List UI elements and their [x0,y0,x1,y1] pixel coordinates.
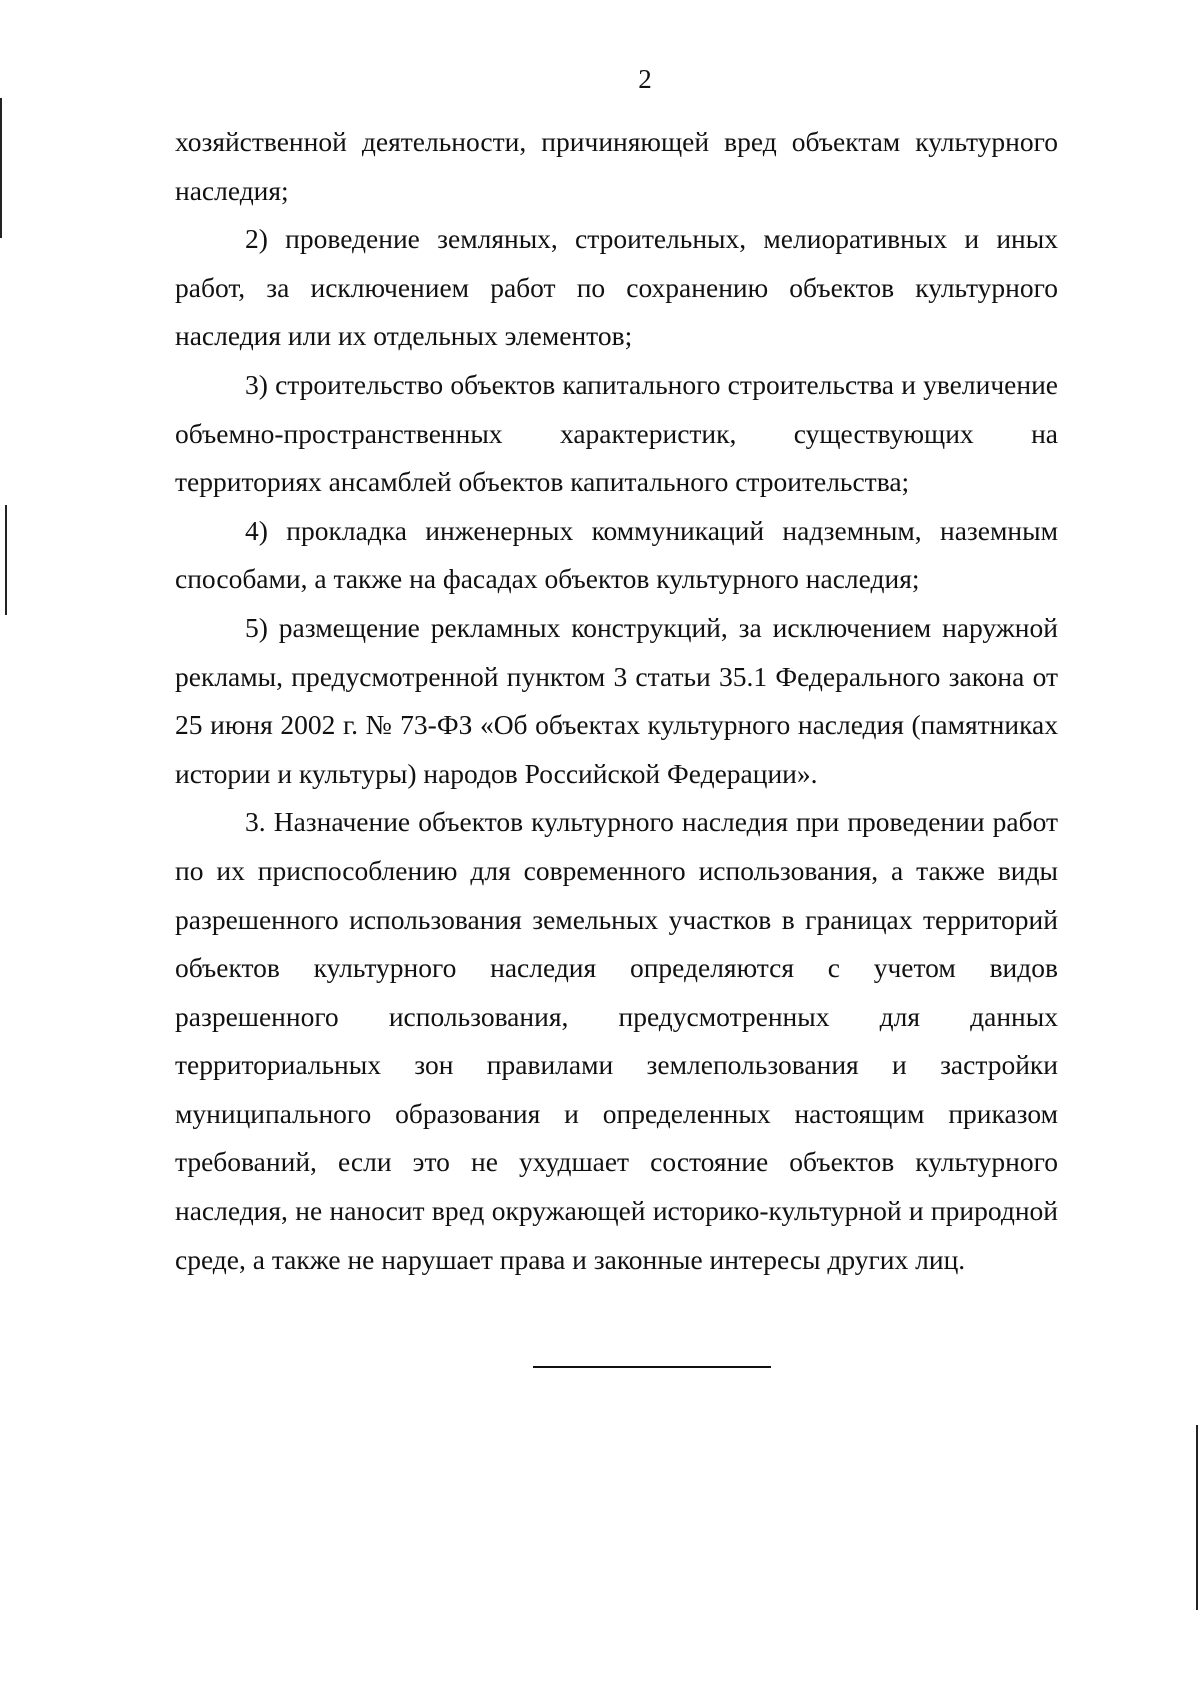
end-of-document-rule [533,1366,771,1368]
list-item-4: 4) прокладка инженерных коммуникаций надземным, наземным способами, а также на фасадах объектов культурного наследия; [175,514,1058,595]
clause-3-paragraph: 3. Назначение объектов культурного наследия при проведении работ по их приспособлению для современного использования, а также виды разрешенного использования земельных участков в границах территорий объектов культурного наследия определяются с учетом видов разрешенного использования, предусмотренных для данных территориальных зон правилами землепользования и застройки муниципального образования и определенных настоящим приказом требований, если это не ухудшает состояние объектов культурного наследия, не наносит вред окружающей историко-культурной и природной среде, а также не нарушает права и законные интересы других лиц. [175,806,1058,1275]
page-number: 2 [638,64,652,94]
list-item-5: 5) размещение рекламных конструкций, за исключением наружной рекламы, предусмотренной пунктом 3 статьи 35.1 Федерального закона от 25 июня 2002 г. № 73-ФЗ «Об объектах культурного наследия (памятниках истории и культуры) народов Российской Федерации». [175,611,1058,789]
scan-margin-mark [1196,1425,1198,1610]
scan-margin-mark [0,98,2,238]
list-item-2: 2) проведение земляных, строительных, мелиоративных и иных работ, за исключением работ по сохранению объектов культурного наследия или их отдельных элементов; [175,223,1058,352]
list-item-3: 3) строительство объектов капитального строительства и увеличение объемно-пространственных характеристик, существующих на территориях ансамблей объектов капитального строительства; [175,368,1058,498]
paragraph-continuation: хозяйственной деятельности, причиняющей вред объектам культурного наследия; [175,126,1058,206]
document-body [175,118,1058,1284]
scan-margin-mark [5,505,7,615]
